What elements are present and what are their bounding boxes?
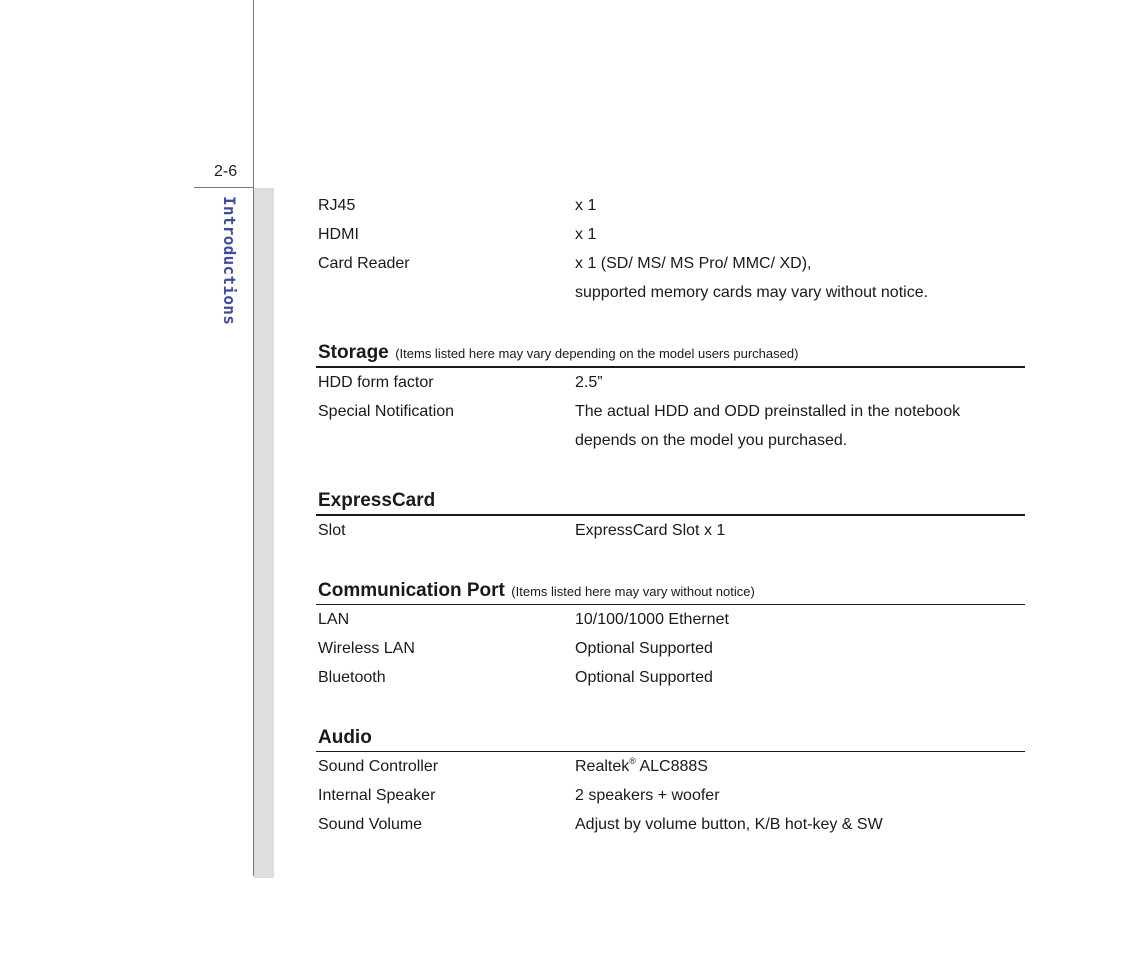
registered-mark: ®	[629, 756, 636, 766]
spec-label: HDMI	[318, 226, 359, 243]
spec-value: Adjust by volume button, K/B hot-key & SW	[575, 816, 883, 833]
spec-label: Sound Volume	[318, 816, 423, 833]
spec-label: Wireless LAN	[318, 640, 415, 657]
margin-gray-band	[254, 188, 274, 878]
section-title: Audio	[318, 727, 372, 748]
spec-row-slot	[316, 516, 1025, 545]
spec-value: x 1 (SD/ MS/ MS Pro/ MMC/ XD),	[575, 255, 812, 272]
spec-row-special-notification-cont	[316, 426, 1025, 455]
section-heading-expresscard	[316, 485, 1025, 516]
spec-row-sound-volume	[316, 810, 1025, 839]
spec-value: depends on the model you purchased.	[575, 432, 848, 449]
spec-value: The actual HDD and ODD preinstalled in the notebook	[575, 403, 961, 420]
section-title: Storage	[318, 342, 389, 363]
spec-row-hdmi	[316, 220, 1025, 249]
expresscard-rows	[316, 516, 1025, 545]
spec-row-special-notification	[316, 397, 1025, 426]
spec-value: ExpressCard Slot x 1	[575, 522, 726, 539]
spec-row-sound-controller	[316, 752, 1025, 781]
spec-value: 2.5”	[575, 374, 603, 391]
spec-value-model: ALC888S	[639, 758, 708, 775]
spec-value: x 1	[575, 197, 597, 214]
spec-row-wireless-lan	[316, 634, 1025, 663]
section-heading-audio	[316, 722, 1025, 752]
page-number-underline	[194, 187, 254, 188]
spec-value: x 1	[575, 226, 597, 243]
page-number: 2-6	[214, 163, 238, 180]
spec-label: Bluetooth	[318, 669, 386, 686]
section-heading-communication-port	[316, 575, 1025, 605]
spec-label: Card Reader	[318, 255, 410, 272]
spec-row-bluetooth	[316, 663, 1025, 692]
spec-label: RJ45	[318, 197, 356, 214]
audio-rows	[316, 752, 1025, 839]
section-heading-storage	[316, 337, 1025, 368]
storage-rows	[316, 368, 1025, 455]
spec-row-internal-speaker	[316, 781, 1025, 810]
section-note: (Items listed here may vary without notice)	[511, 584, 755, 599]
spec-label	[316, 278, 575, 307]
section-title: Communication Port	[318, 580, 505, 601]
spec-value: 10/100/1000 Ethernet	[575, 611, 729, 628]
spec-label: Sound Controller	[318, 758, 439, 775]
spec-row-card-reader-note	[316, 278, 1025, 307]
spec-row-lan	[316, 605, 1025, 634]
spec-value: 2 speakers + woofer	[575, 787, 720, 804]
io-port-rows	[316, 191, 1025, 307]
section-title: ExpressCard	[318, 490, 436, 511]
spec-value: Optional Supported	[575, 640, 713, 657]
spec-label: Internal Speaker	[318, 787, 436, 804]
communication-rows	[316, 605, 1025, 692]
spec-content	[316, 191, 1025, 839]
spec-label: Slot	[318, 522, 346, 539]
spec-label: LAN	[318, 611, 350, 628]
spec-label	[316, 426, 575, 455]
spec-label: HDD form factor	[318, 374, 434, 391]
chapter-side-title: Introductions	[220, 196, 239, 326]
spec-value: supported memory cards may vary without notice.	[575, 284, 929, 301]
spec-row-card-reader	[316, 249, 1025, 278]
spec-row-hdd-form-factor	[316, 368, 1025, 397]
spec-row-rj45	[316, 191, 1025, 220]
spec-value	[575, 752, 1025, 781]
spec-value-brand: Realtek	[575, 758, 630, 775]
spec-label: Special Notification	[318, 403, 455, 420]
section-note: (Items listed here may vary depending on the model users purchased)	[395, 346, 799, 361]
spec-value: Optional Supported	[575, 669, 713, 686]
